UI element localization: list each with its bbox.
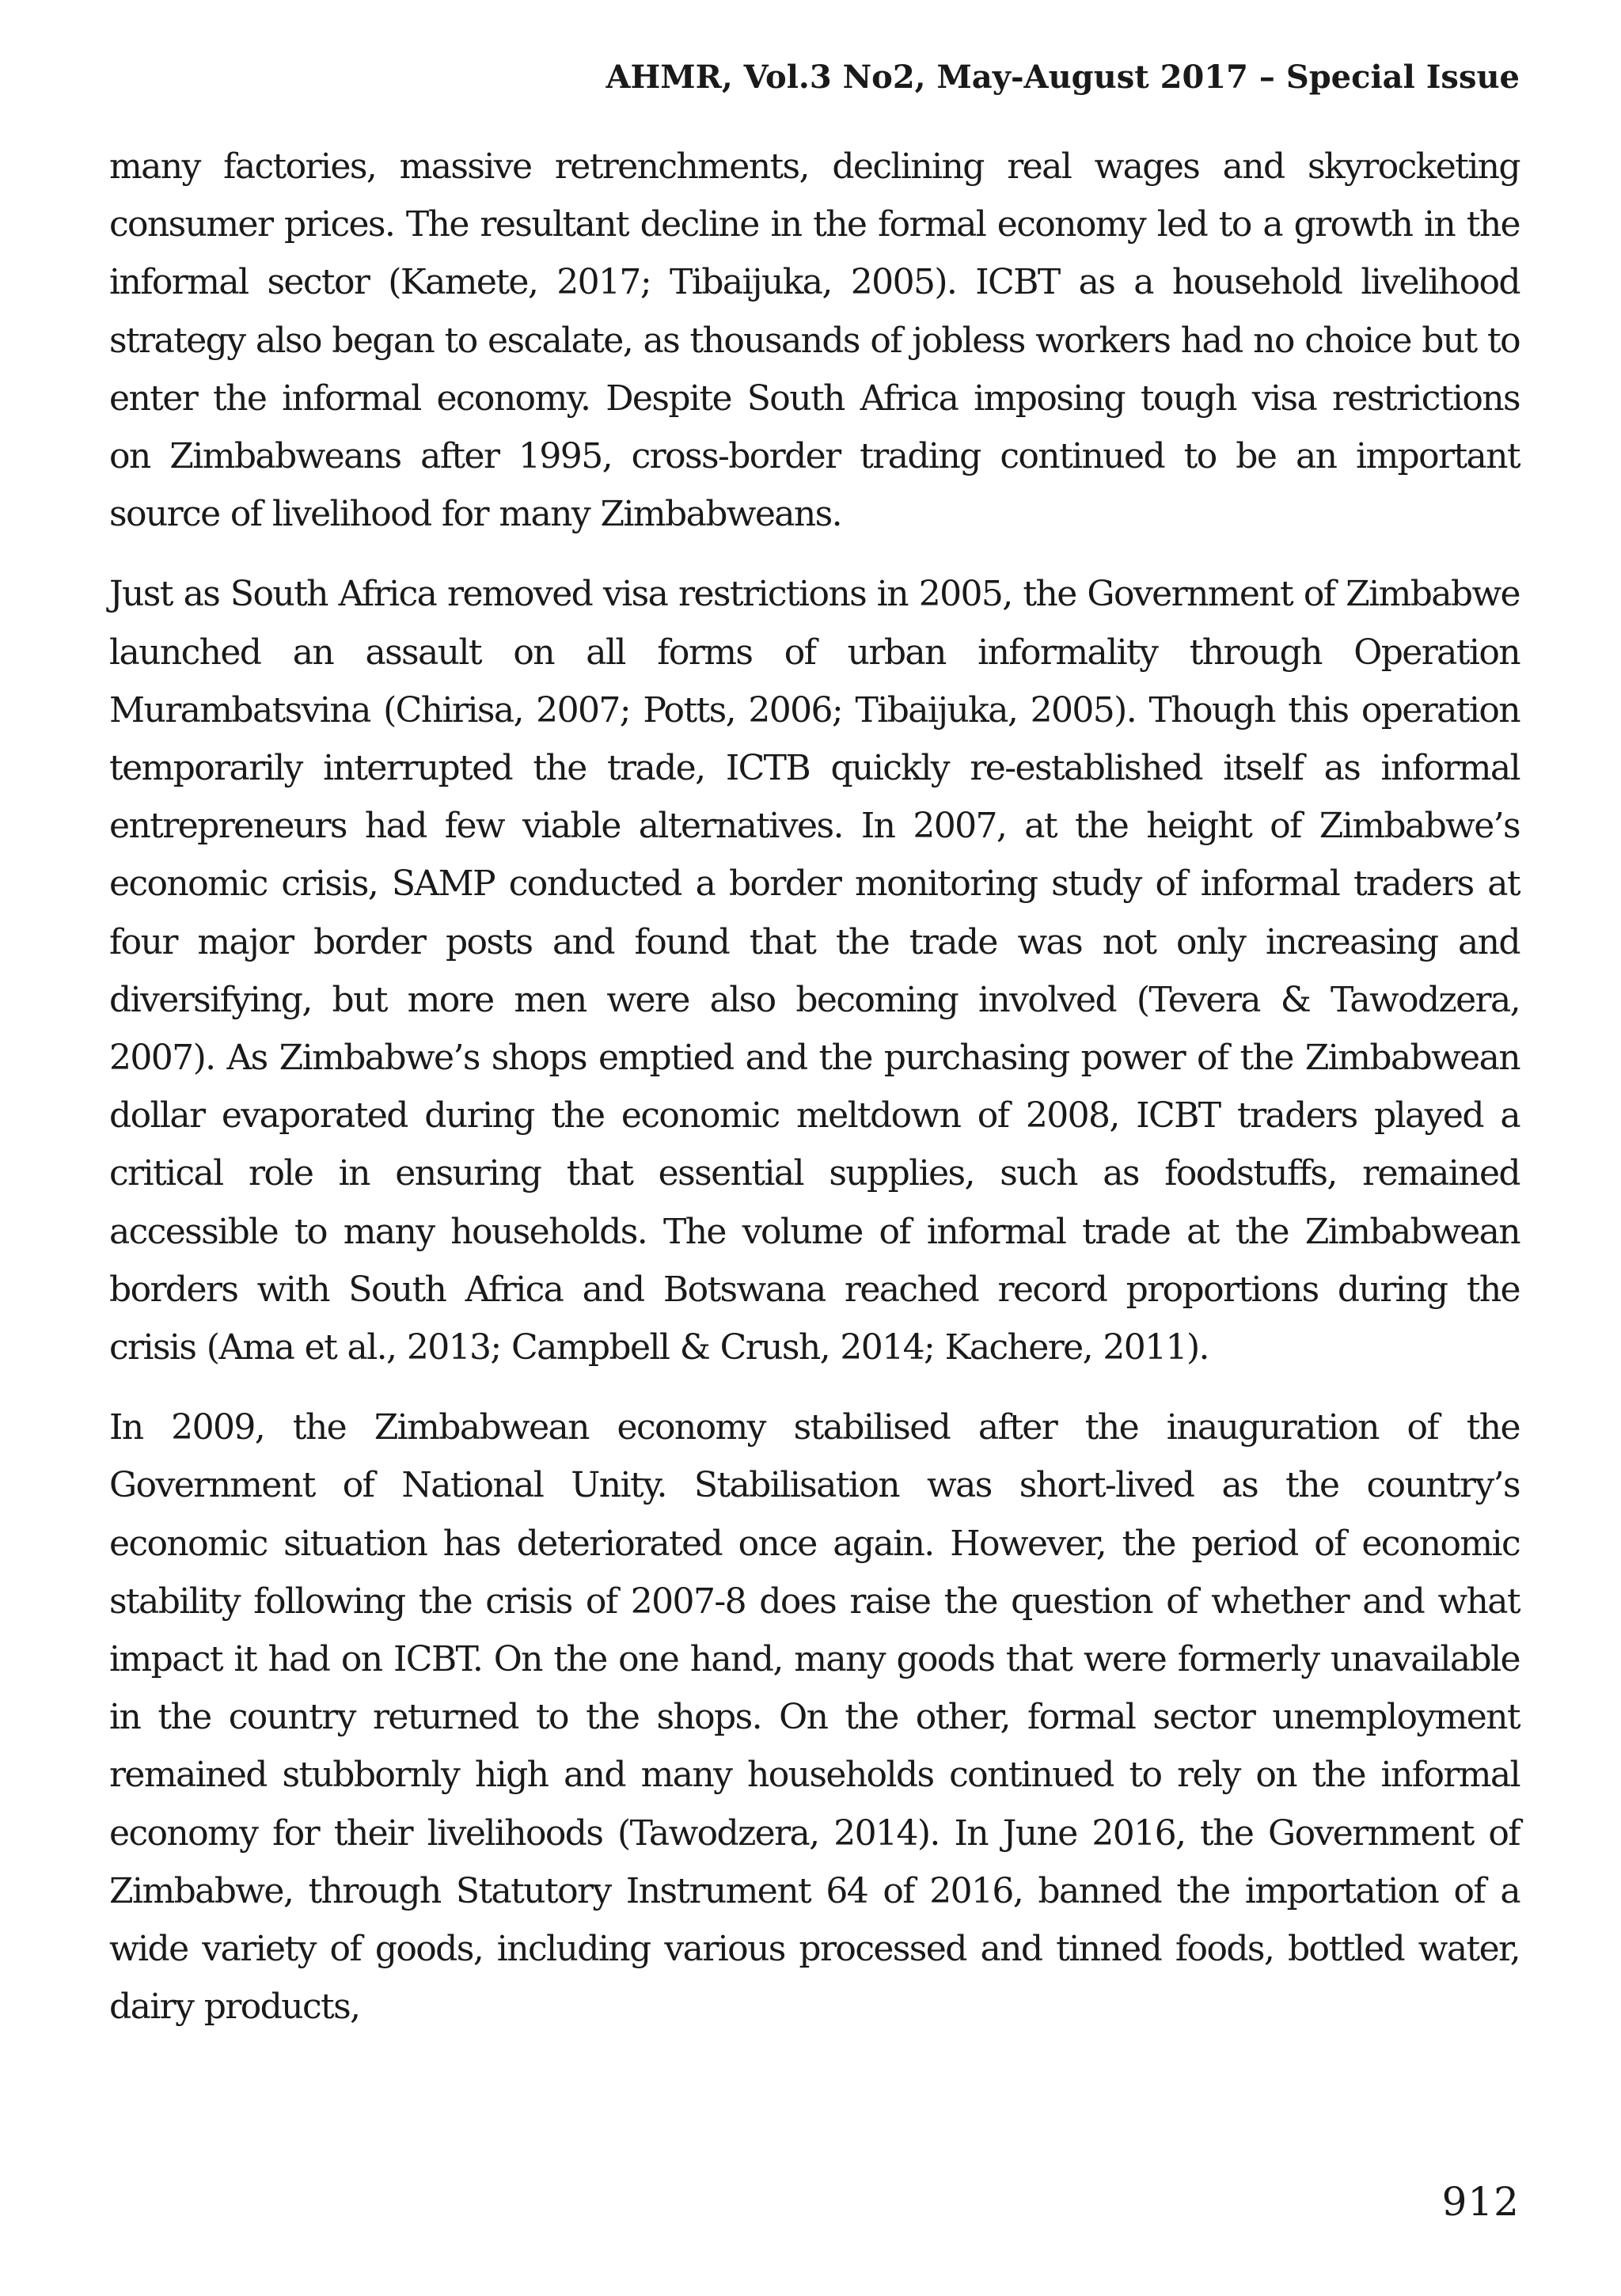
page-number: 912 bbox=[1441, 2179, 1520, 2225]
paragraph-2: Just as South Africa removed visa restrictions in 2005, the Government of Zimbabwe launched an assault on all forms of urban informality through Operation Murambatsvina (Chirisa, 2007; Potts, 2006; Tibaijuka, 2005). Though this operation temporarily interrupted the trade, ICTB quickly re-established itself as informal entrepreneurs had few viable alternatives. In 2007, at the height of Zimbabwe’s economic crisis, SAMP conducted a border monitoring study of informal traders at four major border posts and found that the trade was not only increasing and diversifying, but more men were also becoming involved (Tevera & Tawodzera, 2007). As Zimbabwe’s shops emptied and the purchasing power of the Zimbabwean dollar evaporated during the economic meltdown of 2008, ICBT traders played a critical role in ensuring that essential supplies, such as foodstuffs, remained accessible to many households. The volume of informal trade at the Zimbabwean borders with South Africa and Botswana reached record proportions during the crisis (Ama et al., 2013; Campbell & Crush, 2014; Kachere, 2011). bbox=[109, 574, 1520, 1368]
body-text bbox=[109, 138, 1520, 2059]
paragraph-1: many factories, massive retrenchments, declining real wages and skyrocketing consumer prices. The resultant decline in the formal economy led to a growth in the informal sector (Kamete, 2017; Tibaijuka, 2005). ICBT as a household livelihood strategy also began to escalate, as thousands of jobless workers had no choice but to enter the informal economy. Despite South Africa imposing tough visa restrictions on Zimbabweans after 1995, cross-border trading continued to be an important source of livelihood for many Zimbabweans. bbox=[109, 146, 1520, 535]
paragraph-3: In 2009, the Zimbabwean economy stabilised after the inauguration of the Government of National Unity. Stabilisation was short-lived as the country’s economic situation has deteriorated once again. However, the period of economic stability following the crisis of 2007-8 does raise the question of whether and what impact it had on ICBT. On the one hand, many goods that were formerly unavailable in the country returned to the shops. On the other, formal sector unemployment remained stubbornly high and many households continued to rely on the informal economy for their livelihoods (Tawodzera, 2014). In June 2016, the Government of Zimbabwe, through Statutory Instrument 64 of 2016, banned the importation of a wide variety of goods, including various processed and tinned foods, bottled water, dairy products, bbox=[109, 1407, 1520, 2028]
running-header: AHMR, Vol.3 No2, May-August 2017 – Special Issue bbox=[606, 59, 1520, 96]
